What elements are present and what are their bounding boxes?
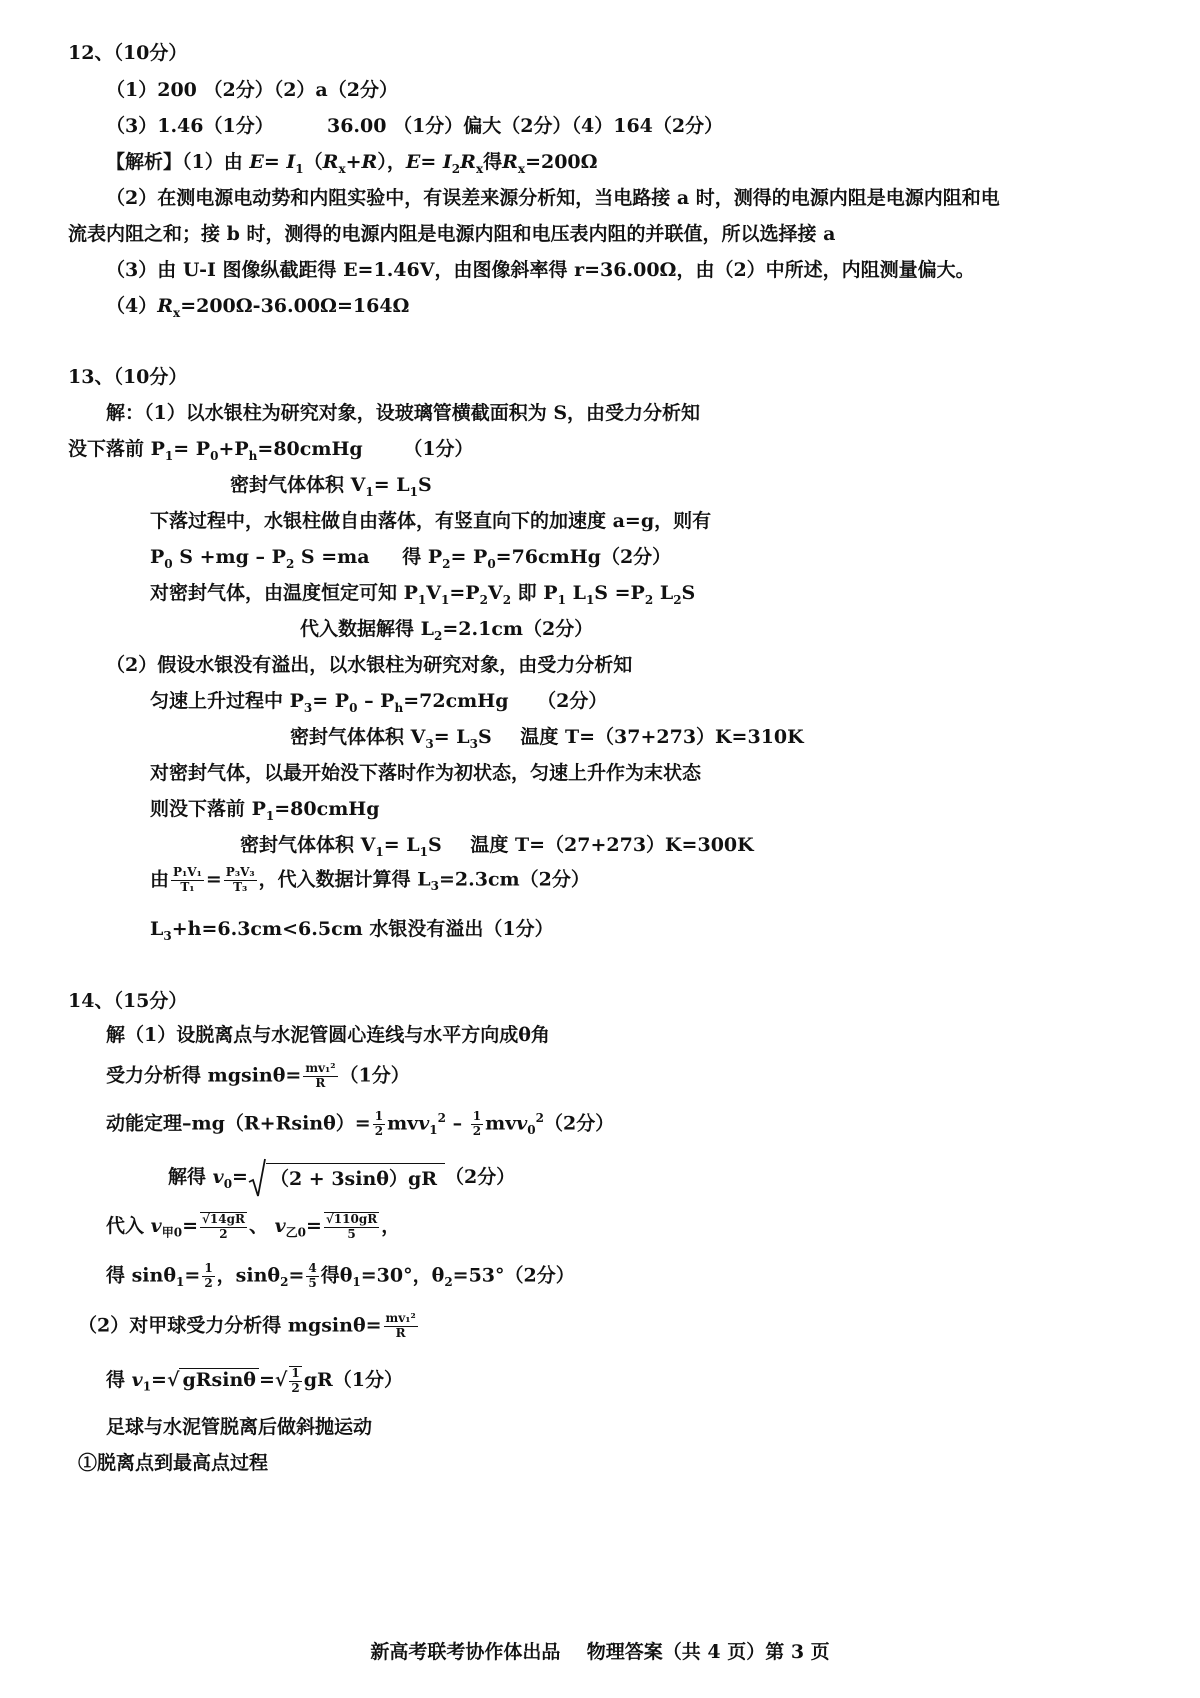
q13-line-8: （2）假设水银没有溢出，以水银柱为研究对象，由受力分析知 (106, 654, 633, 676)
t: 得 P (402, 546, 443, 568)
t: L (653, 582, 674, 604)
q12-ans2b: 36.00 （1分）偏大（2分）（4）164（2分） (326, 115, 724, 137)
q13-line-6 (150, 582, 695, 607)
sub: 0 (349, 700, 358, 715)
t: =30°，θ (360, 1264, 445, 1287)
sub: 乙 (285, 1225, 298, 1240)
sub: 1 (265, 808, 275, 823)
q12-paragraph-2a: （2）在测电源电动势和内阻实验中，有误差来源分析知，当电路接 a 时，测得的电源内阻是电源内阻和电 (106, 187, 1000, 209)
sub: 2 (673, 592, 682, 607)
sub: 1 (352, 1275, 361, 1290)
t: mv (387, 1112, 419, 1135)
q14-line-6 (106, 1262, 575, 1291)
sub: 1 (557, 592, 566, 607)
sub-2: 2 (451, 161, 461, 176)
q12-paragraph-2b: 流表内阻之和；接 b 时，测得的电源内阻是电源内阻和电压表内阻的并联值，所以选择接 a (68, 223, 836, 245)
t: mv (485, 1112, 517, 1135)
den: 2 (204, 1275, 213, 1290)
math-rx: R (157, 295, 174, 317)
sub: 0 (173, 1225, 183, 1240)
q12-analysis: 【解析】（1）由 $E= I_1(R_x+R)$，$E= I_2R_x$得$R_x=200\Omega$ (106, 151, 598, 176)
t: =80cmHg (274, 798, 380, 820)
q13-line-3 (230, 474, 432, 499)
sub: 1 (176, 1275, 185, 1290)
sub: 3 (303, 700, 313, 715)
sub-x: x (475, 161, 484, 176)
num: P₁V₁ (173, 865, 202, 879)
t: =2.3cm（2分） (439, 868, 590, 891)
t: 密封气体体积 V (230, 474, 366, 496)
t: = L (383, 834, 420, 856)
q13-line-10 (290, 726, 804, 751)
t: = (232, 1166, 248, 1188)
sub: 2 (280, 1275, 289, 1290)
t: = P (173, 438, 211, 460)
sqrt-symbol (248, 1158, 266, 1198)
t: v (274, 1214, 286, 1237)
t: = L (373, 474, 410, 496)
q13-line-13 (240, 834, 754, 859)
sub-x: x (173, 305, 181, 320)
sub: 1 (429, 1123, 438, 1138)
math-i2: I (442, 151, 452, 173)
q13-line-5 (150, 546, 671, 571)
math-rx: R (502, 151, 518, 173)
t: 由 (150, 868, 170, 891)
sub: 1 (409, 484, 418, 499)
t: = (258, 1368, 275, 1391)
t: =P (449, 582, 480, 604)
sub: 1 (365, 484, 374, 499)
t: =53°（2分） (452, 1264, 575, 1287)
sub-1: 1 (295, 161, 304, 176)
t: v (212, 1166, 224, 1188)
q14-line-5 (106, 1212, 400, 1242)
fraction (224, 866, 257, 895)
math-r: R (361, 151, 378, 173)
t: 匀速上升过程中 P (150, 690, 304, 712)
q13-line-2 (68, 438, 474, 463)
math-i1: I (286, 151, 296, 173)
sup: 2 (535, 1110, 545, 1125)
fraction (324, 1212, 379, 1242)
q13-line-11: 对密封气体，以最开始没下落时作为初状态，匀速上升作为末状态 (150, 762, 702, 784)
t: 解得 (168, 1166, 207, 1188)
t: 受力分析得 mgsinθ= (106, 1064, 302, 1087)
sub: 3 (425, 736, 434, 751)
sub: 0 (297, 1225, 306, 1240)
sub: 1 (441, 592, 450, 607)
den: T₁ (180, 879, 195, 894)
sub: 1 (142, 1379, 152, 1394)
analysis-text-a: （1）由 (182, 151, 243, 173)
t: = P (450, 546, 488, 568)
fraction (384, 1312, 418, 1341)
num: 4 (308, 1261, 317, 1275)
t: 、 (248, 1214, 268, 1237)
den: 5 (347, 1226, 356, 1241)
t: +P (218, 438, 249, 460)
fraction (303, 1062, 337, 1091)
fraction (471, 1110, 483, 1139)
t: = (306, 1214, 322, 1237)
q13-line-7 (300, 618, 593, 643)
sqrt-body: gRsinθ (179, 1368, 258, 1391)
t: =72cmHg (403, 690, 509, 712)
q12-answer-line-2 (106, 115, 723, 138)
sub: 2 (433, 628, 443, 643)
sub-x: x (517, 161, 526, 176)
t: v (131, 1368, 143, 1391)
t: = (288, 1264, 305, 1287)
math-e: E (405, 151, 421, 173)
t: S (417, 474, 432, 496)
fraction (171, 866, 204, 895)
t: 动能定理–mg（R+Rsinθ）= (106, 1112, 371, 1135)
t: 得θ (320, 1264, 353, 1287)
sqrt-symbol: √ (274, 1368, 288, 1391)
sub: 0 (164, 556, 173, 571)
num: mv₁² (385, 1311, 416, 1325)
t: S (427, 834, 442, 856)
den: R (315, 1075, 326, 1090)
num: mv₁² (305, 1061, 336, 1075)
t: ， (381, 1214, 401, 1237)
t: 温度 T=（27+273）K=300K (470, 834, 754, 856)
score: （1分） (403, 438, 474, 460)
t: = (151, 1368, 167, 1391)
t: 没下落前 P (68, 438, 165, 460)
den: 2 (219, 1226, 228, 1241)
t: V (487, 582, 503, 604)
analysis-label: 【解析】 (106, 151, 183, 173)
sub: 0 (487, 556, 496, 571)
q14-line-10: ①脱离点到最高点过程 (78, 1452, 269, 1474)
q13-line-1: 解：（1）以水银柱为研究对象，设玻璃管横截面积为 S，由受力分析知 (106, 402, 701, 424)
t: L (565, 582, 586, 604)
sub: 2 (444, 1275, 453, 1290)
t: （1分） (339, 1064, 410, 1087)
t: 得 (106, 1368, 126, 1391)
fraction (289, 1366, 301, 1396)
t: – P (357, 690, 395, 712)
analysis-rx-value: =200Ω (525, 151, 598, 173)
t: =2.1cm（2分） (442, 618, 594, 640)
t: = P (312, 690, 350, 712)
t: = (182, 1214, 198, 1237)
den: T₃ (233, 879, 248, 894)
num: P₃V₃ (225, 865, 255, 879)
sub: 甲 (161, 1225, 174, 1240)
sub: 3 (469, 736, 478, 751)
score: （2分） (537, 690, 608, 712)
den: 5 (308, 1275, 317, 1290)
q14-line-2 (106, 1062, 410, 1091)
math-rx: R (460, 151, 476, 173)
sqrt-body: （2 + 3sinθ）gR (266, 1163, 445, 1193)
p4-value: =200Ω-36.00Ω=164Ω (180, 295, 410, 317)
fraction (202, 1262, 214, 1291)
sub: 1 (585, 592, 595, 607)
den: 2 (472, 1123, 482, 1138)
q12-answer-line-1 (106, 79, 398, 102)
sub: 0 (527, 1123, 536, 1138)
q12-paragraph-3: （3）由 U-I 图像纵截距得 E=1.46V，由图像斜率得 r=36.00Ω，由（2）中所述，内阻测量偏大。 (106, 259, 975, 281)
sub: h (248, 448, 258, 463)
t: （2分） (544, 1112, 615, 1135)
q12-paragraph-4 (106, 295, 409, 320)
t: +h=6.3cm<6.5cm 水银没有溢出（1分） (171, 918, 554, 940)
sub: h (394, 700, 404, 715)
sub: 2 (442, 556, 451, 571)
sub: 2 (502, 592, 512, 607)
sub: 3 (430, 879, 439, 894)
fraction (373, 1110, 385, 1139)
t: S (477, 726, 492, 748)
t: =80cmHg (257, 438, 363, 460)
sub: 0 (223, 1176, 233, 1191)
q14-line-4 (168, 1158, 515, 1198)
num: 1 (374, 1109, 384, 1123)
eq: = (205, 868, 222, 891)
q14-line-3: 动能定理–mg（R+Rsinθ）= $\frac{1}{2}$ mvv$_1^2$ – $\frac{1}{2}$ mvv$_0^2$（2分） (106, 1109, 615, 1138)
num: 1 (291, 1366, 300, 1380)
t: S +mg – P (172, 546, 286, 568)
sub-x: x (338, 161, 346, 176)
page-footer: 新高考联考协作体出品 物理答案（共 4 页）第 3 页 (370, 1641, 830, 1663)
math-rx: R (322, 151, 339, 173)
t: – (446, 1112, 469, 1135)
t: 密封气体体积 V (290, 726, 426, 748)
t: （2分） (445, 1166, 516, 1188)
t: 对密封气体，由温度恒定可知 P (150, 582, 418, 604)
q13-line-15 (150, 918, 554, 943)
q14-line-9: 足球与水泥管脱离后做斜抛运动 (106, 1416, 373, 1438)
t: gR（1分） (303, 1368, 404, 1391)
q13-header: 13、（10分） (68, 366, 188, 388)
t: =76cmHg（2分） (495, 546, 672, 568)
q13-line-12 (150, 798, 380, 823)
q12-ans1: （1）200 （2分）（2）a（2分） (106, 79, 398, 101)
sub: 2 (644, 592, 654, 607)
t: ，sinθ (216, 1264, 281, 1287)
q14-line-1: 解（1）设脱离点与水泥管圆心连线与水平方向成θ角 (106, 1024, 550, 1046)
q12-ans2a: （3）1.46（1分） (106, 115, 274, 137)
t: v (150, 1214, 162, 1237)
q12-header: 12、（10分） (68, 42, 188, 64)
num: √14gR (201, 1212, 245, 1226)
den: 2 (374, 1123, 384, 1138)
math-eq: = (420, 151, 437, 173)
t: V (426, 582, 442, 604)
fraction (200, 1212, 247, 1242)
math-eq: = (263, 151, 280, 173)
q13-line-4: 下落过程中，水银柱做自由落体，有竖直向下的加速度 a=g，则有 (150, 510, 712, 532)
t: 代入 (106, 1214, 145, 1237)
den: 2 (291, 1380, 300, 1395)
q14-line-8 (106, 1366, 403, 1396)
q14-header: 14、（15分） (68, 990, 188, 1012)
sub: 2 (285, 556, 295, 571)
num: 1 (472, 1109, 482, 1123)
t: 得 sinθ (106, 1264, 177, 1287)
t: = L (433, 726, 470, 748)
sub: 1 (419, 844, 428, 859)
t: = (184, 1264, 201, 1287)
sub: 0 (210, 448, 219, 463)
p4-prefix: （4） (106, 295, 158, 317)
q14-line-7 (78, 1312, 420, 1341)
t: S =P (594, 582, 645, 604)
q13-line-9 (150, 690, 607, 715)
t: S =ma (294, 546, 370, 568)
sqrt-symbol: √ (166, 1368, 180, 1391)
fraction (306, 1262, 318, 1291)
sub: 1 (164, 448, 174, 463)
t: ，代入数据计算得 L (258, 868, 431, 891)
sup: 2 (437, 1110, 446, 1125)
sub: 2 (479, 592, 488, 607)
t: S (681, 582, 696, 604)
t: 密封气体体积 V (240, 834, 376, 856)
num: √110gR (325, 1212, 378, 1226)
den: R (395, 1325, 406, 1340)
sub: 1 (375, 844, 384, 859)
t: 即 P (511, 582, 558, 604)
t: 温度 T=（37+273）K=310K (520, 726, 804, 748)
sub: 3 (163, 928, 172, 943)
t: P (150, 546, 165, 568)
sub: 1 (417, 592, 427, 607)
t: （2）对甲球受力分析得 mgsinθ= (78, 1314, 382, 1337)
q13-line-14 (150, 866, 590, 895)
t: 则没下落前 P (150, 798, 266, 820)
analysis-text-b: 得 (483, 151, 503, 173)
num: 1 (204, 1261, 213, 1275)
math-e: E (249, 151, 264, 173)
t: 代入数据解得 L (300, 618, 434, 640)
t: L (150, 918, 164, 940)
